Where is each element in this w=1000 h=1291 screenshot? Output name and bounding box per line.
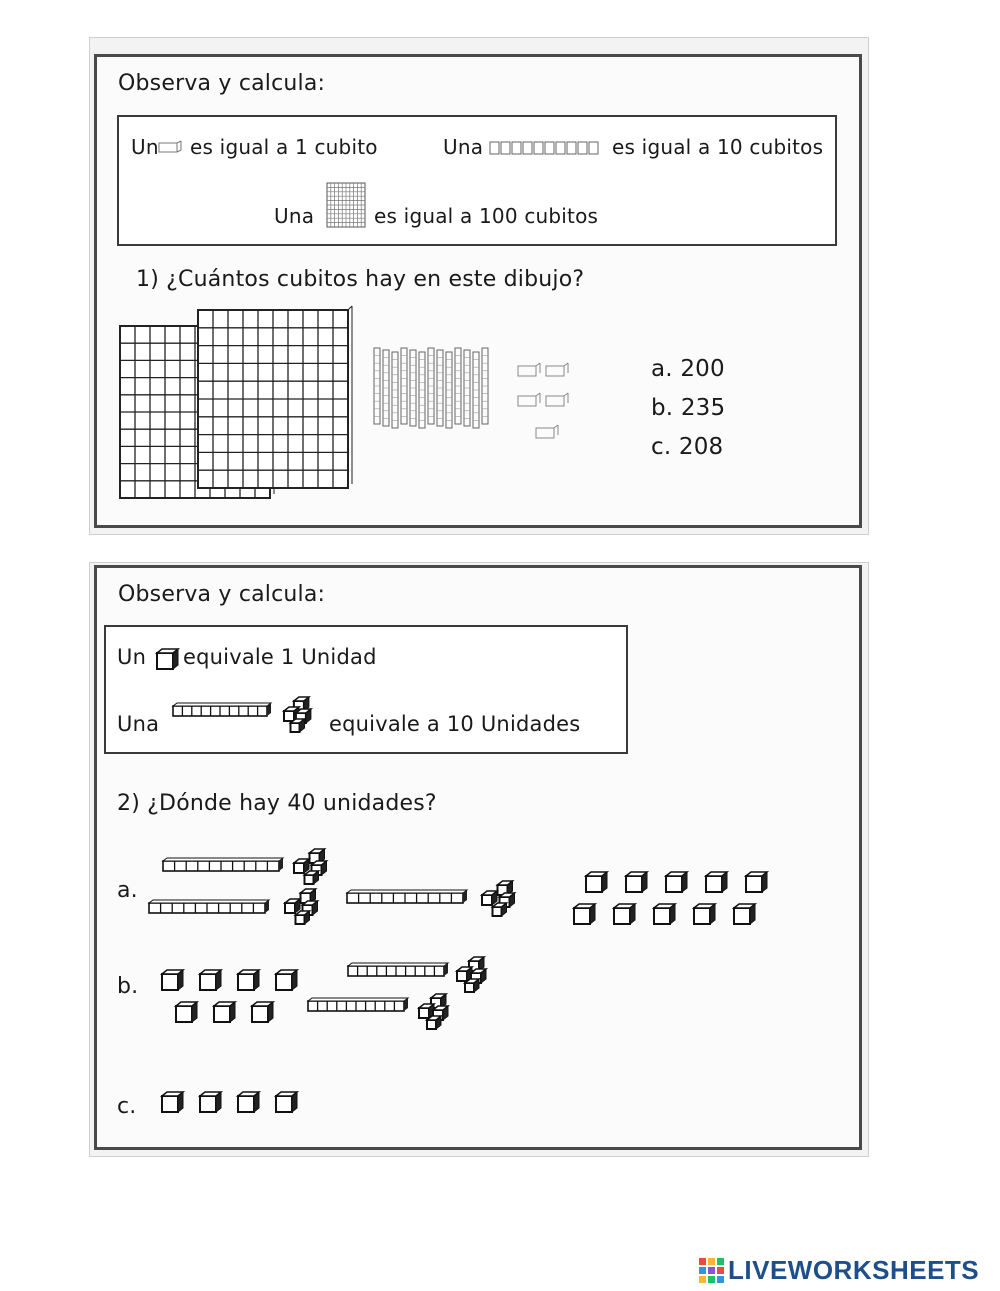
ten-bars-illustration xyxy=(368,342,498,434)
unit-cubes-illustration xyxy=(516,360,580,450)
ten-rod-end-icon xyxy=(282,696,316,734)
ten-rod-end xyxy=(292,848,342,884)
ten-rod xyxy=(148,899,270,915)
option-1c-value: 208 xyxy=(678,434,724,460)
exercise-1-heading: Observa y calcula: xyxy=(118,71,326,96)
legend-una-barra-label: Una xyxy=(443,135,484,159)
exercise-2-heading: Observa y calcula: xyxy=(118,582,326,607)
option-1b-value: 235 xyxy=(680,395,726,421)
legend-placa-text: es igual a 100 cubitos xyxy=(374,204,599,228)
ten-rod-icon xyxy=(172,702,272,718)
legend-barra-text: es igual a 10 cubitos xyxy=(612,135,824,159)
unit-cubes-group-b xyxy=(160,968,310,1030)
option-1a[interactable] xyxy=(651,356,725,382)
ten-rod xyxy=(162,857,284,873)
question-1: 1) ¿Cuántos cubitos hay en este dibujo? xyxy=(136,267,585,292)
cubito-icon xyxy=(158,141,182,155)
legend-cubito-text: es igual a 1 cubito xyxy=(190,135,378,159)
legend2-unidad-text: equivale 1 Unidad xyxy=(183,645,377,669)
option-1a-letter: a. xyxy=(651,356,673,382)
ten-rod xyxy=(307,997,409,1013)
ten-rod xyxy=(347,962,449,978)
hundred-plates-illustration xyxy=(118,306,358,502)
option-2b-letter[interactable]: b. xyxy=(117,974,139,999)
ten-rod xyxy=(346,889,468,905)
option-1c[interactable] xyxy=(651,434,723,460)
ten-rod-end xyxy=(417,993,457,1027)
unit-cubes-group-a xyxy=(580,870,770,930)
option-1b[interactable] xyxy=(651,395,725,421)
ten-rod-end xyxy=(480,880,530,916)
option-1c-letter: c. xyxy=(651,434,672,460)
placa-icon xyxy=(326,182,368,230)
unit-cube-icon xyxy=(156,648,180,670)
ten-rod-end xyxy=(455,956,495,992)
legend2-una-label: Una xyxy=(117,712,160,736)
option-2c-letter[interactable]: c. xyxy=(117,1094,137,1119)
liveworksheets-logo-icon xyxy=(699,1258,725,1284)
liveworksheets-brand: LIVEWORKSHEETS xyxy=(728,1255,980,1285)
legend-un-label: Un xyxy=(131,135,159,159)
option-1b-letter: b. xyxy=(651,395,674,421)
question-2: 2) ¿Dónde hay 40 unidades? xyxy=(117,791,437,816)
legend2-un-label: Un xyxy=(117,645,147,669)
legend-una-placa-label: Una xyxy=(274,204,315,228)
legend2-decena-text: equivale a 10 Unidades xyxy=(329,712,581,736)
barra-icon xyxy=(490,139,602,157)
ten-rod-end xyxy=(283,888,333,924)
option-1a-value: 200 xyxy=(680,356,725,382)
unit-cubes-group-c xyxy=(160,1090,310,1120)
option-2a-letter[interactable]: a. xyxy=(117,878,138,903)
liveworksheets-logo[interactable] xyxy=(699,1255,979,1286)
